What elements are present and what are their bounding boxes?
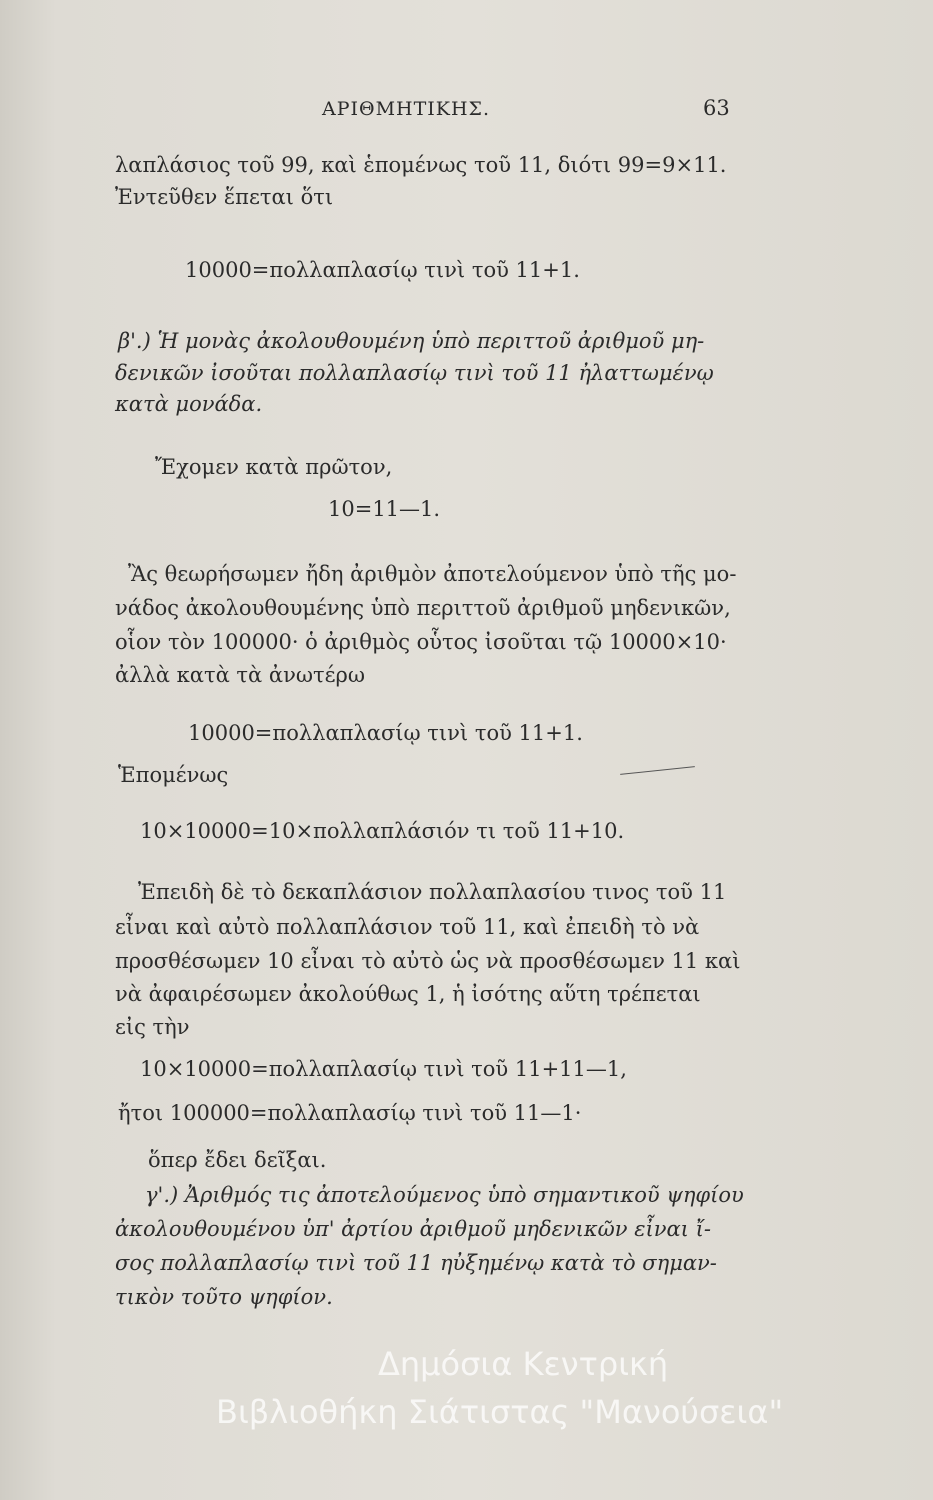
text-line: οἷον τὸν 100000· ὁ ἀριθμὸς οὗτος ἰσοῦται τῷ 10000×10· <box>115 630 727 654</box>
text-line: νάδος ἀκολουθουμένης ὑπὸ περιττοῦ ἀριθμοῦ μηδενικῶν, <box>115 596 731 620</box>
text-line: κατὰ μονάδα. <box>115 392 263 416</box>
equation-line: 10×10000=10×πολλαπλάσιόν τι τοῦ 11+10. <box>140 819 625 843</box>
ink-mark <box>620 766 695 775</box>
equation-line: 10000=πολλαπλασίῳ τινὶ τοῦ 11+1. <box>188 721 583 745</box>
text-line: προσθέσωμεν 10 εἶναι τὸ αὐτὸ ὡς νὰ προσθέσωμεν 11 καὶ <box>115 949 741 973</box>
text-line: β'.) Ἡ μονὰς ἀκολουθουμένη ὑπὸ περιττοῦ ἀριθμοῦ μη- <box>118 329 705 353</box>
text-line: νὰ ἀφαιρέσωμεν ἀκολούθως 1, ἡ ἰσότης αὕτη τρέπεται <box>115 982 701 1006</box>
equation-line: 10000=πολλαπλασίῳ τινὶ τοῦ 11+1. <box>185 258 580 282</box>
library-watermark-line2: Βιβλιοθήκη Σιάτιστας "Μανούσεια" <box>216 1393 784 1431</box>
text-line: Ἔχομεν κατὰ πρῶτον, <box>155 455 393 479</box>
text-line: ἀκολουθουμένου ὑπ' ἀρτίου ἀριθμοῦ μηδενικῶν εἶναι ἴ- <box>115 1217 711 1241</box>
equation-line: 10×10000=πολλαπλασίῳ τινὶ τοῦ 11+11—1, <box>140 1057 627 1081</box>
library-watermark-line1: Δημόσια Κεντρική <box>378 1345 669 1383</box>
text-line: Ἂς θεωρήσωμεν ἤδη ἀριθμὸν ἀποτελούμενον ὑπὸ τῆς μο- <box>128 562 737 586</box>
text-line: λαπλάσιος τοῦ 99, καὶ ἑπομένως τοῦ 11, διότι 99=9×11. <box>115 153 727 177</box>
text-line: σος πολλαπλασίῳ τινὶ τοῦ 11 ηὐξημένῳ κατὰ τὸ σημαν- <box>115 1251 717 1275</box>
text-line: γ'.) Ἀριθμός τις ἀποτελούμενος ὑπὸ σημαντικοῦ ψηφίου <box>145 1183 744 1207</box>
text-line: τικὸν τοῦτο ψηφίον. <box>115 1285 333 1309</box>
text-line: Ἑπομένως <box>118 763 229 787</box>
text-line: ἀλλὰ κατὰ τὰ ἀνωτέρω <box>115 663 365 687</box>
text-line: εἶναι καὶ αὐτὸ πολλαπλάσιον τοῦ 11, καὶ ἐπειδὴ τὸ νὰ <box>115 915 700 939</box>
text-line: εἰς τὴν <box>115 1015 190 1039</box>
equation-line: 10=11—1. <box>328 497 441 521</box>
running-header: ΑΡΙΘΜΗΤΙΚΗΣ. <box>322 98 491 120</box>
text-line: Ἐπειδὴ δὲ τὸ δεκαπλάσιον πολλαπλασίου τινος τοῦ 11 <box>138 880 727 904</box>
page-number: 63 <box>703 96 730 120</box>
text-line: δενικῶν ἰσοῦται πολλαπλασίῳ τινὶ τοῦ 11 ἠλαττωμένῳ <box>115 361 714 385</box>
text-line: Ἐντεῦθεν ἕπεται ὅτι <box>115 185 334 209</box>
text-line: ὅπερ ἔδει δεῖξαι. <box>148 1148 327 1172</box>
equation-line: ἤτοι 100000=πολλαπλασίῳ τινὶ τοῦ 11—1· <box>118 1101 582 1125</box>
